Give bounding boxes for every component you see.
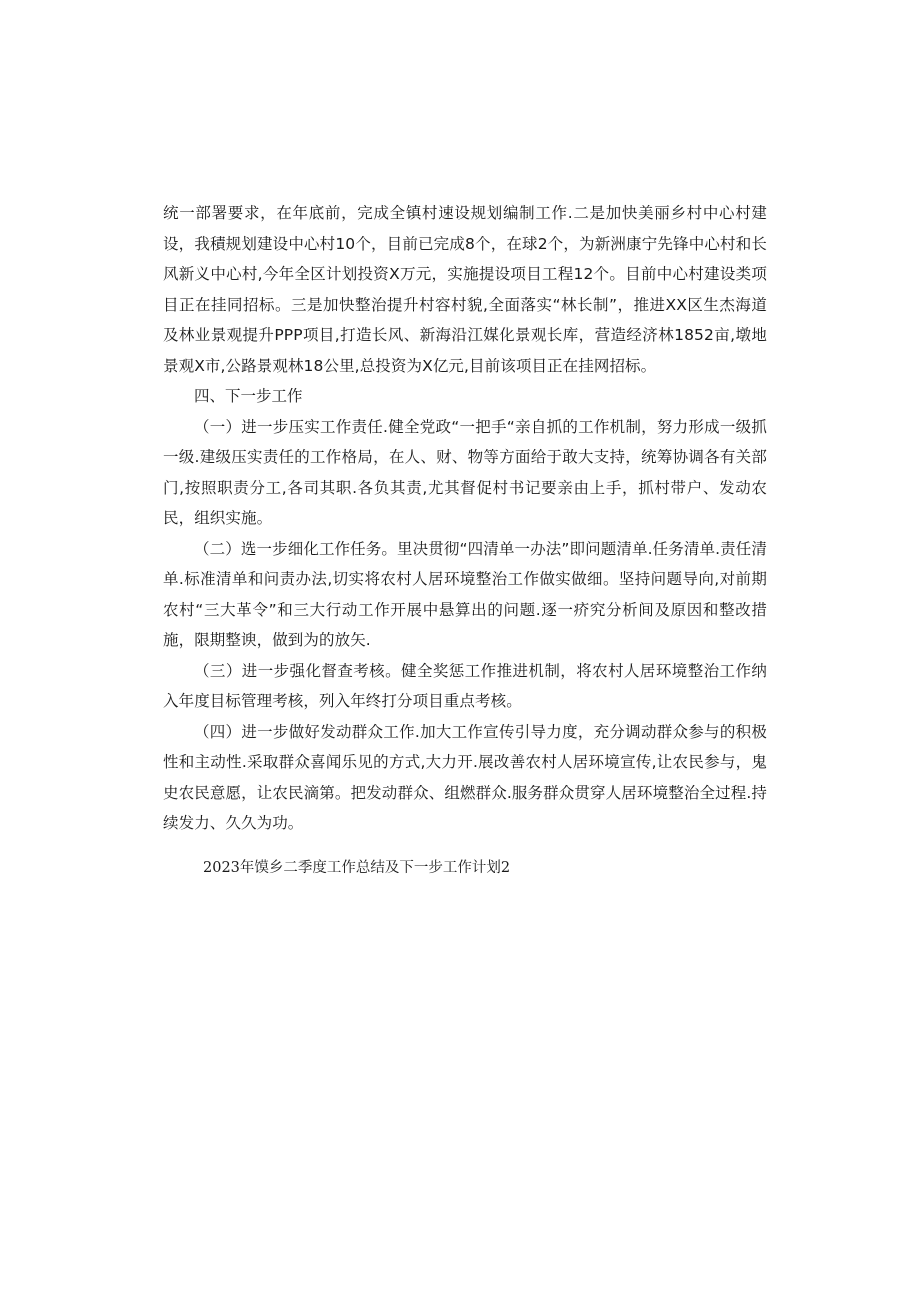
paragraph-item-3: （三）进一步强化督查考核。健全奖惩工作推进机制，将农村人居环境整治工作纳入年度目标管理考核，列入年终打分项目重点考核。 <box>163 661 767 710</box>
section-heading-next-steps: 四、下一步工作 <box>194 387 303 405</box>
paragraph-item-1: （一）进一步压实工作责任.健全党政“一把手“亲自抓的工作机制，努力形成一级抓一级.建级压实责任的工作格局，在人、财、物等方面给于敢大支持，统筹协调各有关部门,按照职责分工,各司其职.各负其责,尤其督促村书记要亲由上手，抓村带户、发动农民，组织实施。 <box>163 417 767 527</box>
document-body <box>163 198 767 883</box>
paragraph-item-2: （二）选一步细化工作任务。里决贯彻“四清单一办法”即问题清单.任务清单.责任清单.标准清单和问责办法,切实将农村人居环境整治工作做实做细。坚持问题导向,对前期农村“三大革令”和三大行动工作开展中悬算出的问题.逐一疥究分析间及原因和整改措施，限期整谀，做到为的放矢. <box>163 539 767 649</box>
paragraph-item-4: （四）进一步做好发动群众工作.加大工作宣传引导力度，充分调动群众参与的积极性和主动性.采取群众喜闻乐见的方式,大力开.展改善农村人居环境宣传,让农民参与，鬼史农民意愿，让农民滴第。把发动群众、组燃群众.服务群众贯穿人居环境整治全过程.持续发力、久久为功。 <box>163 722 767 832</box>
paragraph-continuation: 统一部署要求，在年底前，完成全镇村速设规划编制工作.二是加快美丽乡村中心村建设，我積规划建设中心村10个，目前已完成8个，在球2个，为新洲康宁先锋中心村和长风新义中心村,今年全区计划投资X万元，实施提设项目工程12个。目前中心村建设类项目正在挂同招标。三是加快整治提升村容村貌,全面落实“林长制”，推进XX区生杰海道及林业景观提升PPP项目,打造长风、新海沿江媒化景观长库，营造经济林1852亩,墩地景观X市,公路景观林18公里,总投资为X亿元,目前该项目正在挂网招标。 <box>163 204 767 375</box>
document-title: 2023年馍乡二季度工作总结及下一步工作计划2 <box>203 859 511 876</box>
